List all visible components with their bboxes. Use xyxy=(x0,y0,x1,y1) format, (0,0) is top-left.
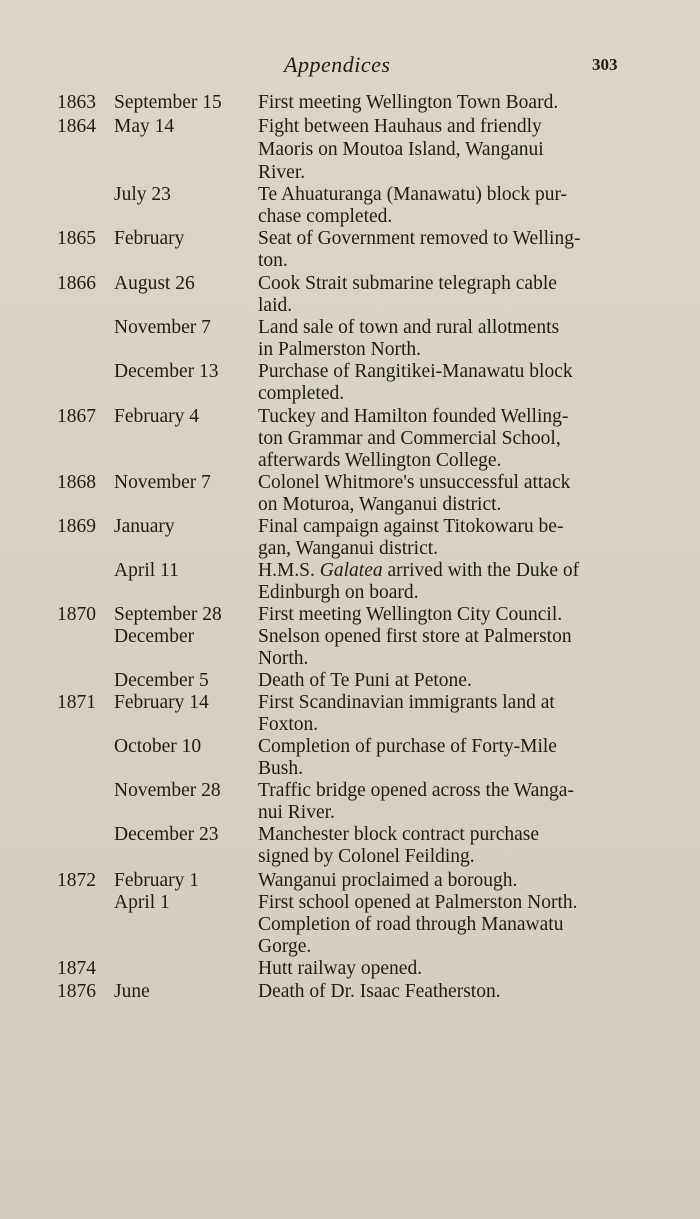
row-event-line: completed. xyxy=(258,383,345,404)
row-event-line: Tuckey and Hamilton founded Welling- xyxy=(258,406,569,427)
row-event-line: Bush. xyxy=(258,758,303,779)
row-event-line: Snelson opened first store at Palmerston xyxy=(258,626,572,647)
row-event-line: Traffic bridge opened across the Wanga- xyxy=(258,780,574,801)
row-event-line: Death of Te Puni at Petone. xyxy=(258,670,472,691)
row-year: 1868 xyxy=(57,472,96,493)
row-year: 1874 xyxy=(57,958,96,979)
row-event-line: Wanganui proclaimed a borough. xyxy=(258,870,518,891)
row-year: 1872 xyxy=(57,870,96,891)
row-date: February xyxy=(114,228,185,249)
row-event-line: Death of Dr. Isaac Featherston. xyxy=(258,981,501,1002)
row-event-line: Purchase of Rangitikei-Manawatu block xyxy=(258,361,573,382)
row-year: 1867 xyxy=(57,406,96,427)
row-event-line: North. xyxy=(258,648,309,669)
row-event-line: ton. xyxy=(258,250,288,271)
row-event-line: Te Ahuaturanga (Manawatu) block pur- xyxy=(258,184,568,205)
running-header-title: Appendices xyxy=(284,52,391,77)
row-event-line: First meeting Wellington Town Board. xyxy=(258,92,559,113)
row-date: November 28 xyxy=(114,780,221,801)
row-event-line: Seat of Government removed to Welling- xyxy=(258,228,581,249)
row-date: February 14 xyxy=(114,692,209,713)
row-date: December xyxy=(114,626,195,647)
row-event-line: nui River. xyxy=(258,802,335,823)
row-event-line: ton Grammar and Commercial School, xyxy=(258,428,561,449)
row-event-line: First Scandinavian immigrants land at xyxy=(258,692,555,713)
row-event-line: First meeting Wellington City Council. xyxy=(258,604,563,625)
event-text: H.M.S. xyxy=(258,560,320,581)
row-year: 1871 xyxy=(57,692,96,713)
row-date: February 1 xyxy=(114,870,200,891)
row-year: 1865 xyxy=(57,228,96,249)
row-event-line: Final campaign against Titokowaru be- xyxy=(258,516,564,537)
row-event-line: Completion of purchase of Forty-Mile xyxy=(258,736,557,757)
row-event-line: River. xyxy=(258,162,306,183)
row-date: April 1 xyxy=(114,892,170,913)
row-event-line: on Moturoa, Wanganui district. xyxy=(258,494,502,515)
ship-name: Galatea xyxy=(319,560,383,581)
row-event-line xyxy=(258,560,579,582)
row-date: November 7 xyxy=(114,317,211,338)
row-event-line: signed by Colonel Feilding. xyxy=(258,846,475,867)
row-date: December 23 xyxy=(114,824,219,845)
row-date: May 14 xyxy=(114,116,175,137)
row-year: 1870 xyxy=(57,604,96,625)
row-date: June xyxy=(114,981,150,1002)
row-year: 1864 xyxy=(57,116,96,137)
row-date: February 4 xyxy=(114,406,200,427)
row-date: July 23 xyxy=(114,184,171,205)
row-event-line: Foxton. xyxy=(258,714,319,735)
row-event-line: Colonel Whitmore's unsuccessful attack xyxy=(258,472,571,493)
row-event-line: Gorge. xyxy=(258,936,312,957)
event-text: arrived with the Duke of xyxy=(382,560,580,581)
row-event-line: laid. xyxy=(258,295,293,316)
row-event-line: in Palmerston North. xyxy=(258,339,422,360)
row-event-line: chase completed. xyxy=(258,206,393,227)
row-date: September 28 xyxy=(114,604,222,625)
row-event-line: Cook Strait submarine telegraph cable xyxy=(258,273,557,294)
row-event-line: Manchester block contract purchase xyxy=(258,824,539,845)
row-event-line: Hutt railway opened. xyxy=(258,958,423,979)
row-event-line: Fight between Hauhaus and friendly xyxy=(258,116,542,137)
row-event-line: gan, Wanganui district. xyxy=(258,538,439,559)
row-date: January xyxy=(114,516,175,537)
row-event-line: Land sale of town and rural allotments xyxy=(258,317,560,338)
row-year: 1866 xyxy=(57,273,96,294)
row-date: December 13 xyxy=(114,361,219,382)
row-event-line: afterwards Wellington College. xyxy=(258,450,502,471)
row-year: 1869 xyxy=(57,516,96,537)
row-event-line: Maoris on Moutoa Island, Wanganui xyxy=(258,139,544,160)
row-date: September 15 xyxy=(114,92,222,113)
row-date: April 11 xyxy=(114,560,179,581)
row-event-line: First school opened at Palmerston North. xyxy=(258,892,578,913)
row-year: 1863 xyxy=(57,92,96,113)
row-year: 1876 xyxy=(57,981,96,1002)
row-date: November 7 xyxy=(114,472,211,493)
row-date: August 26 xyxy=(114,273,195,294)
row-event-line: Completion of road through Manawatu xyxy=(258,914,564,935)
row-date: October 10 xyxy=(114,736,202,757)
row-event-line: Edinburgh on board. xyxy=(258,582,419,603)
page-number: 303 xyxy=(592,55,618,74)
row-date: December 5 xyxy=(114,670,209,691)
